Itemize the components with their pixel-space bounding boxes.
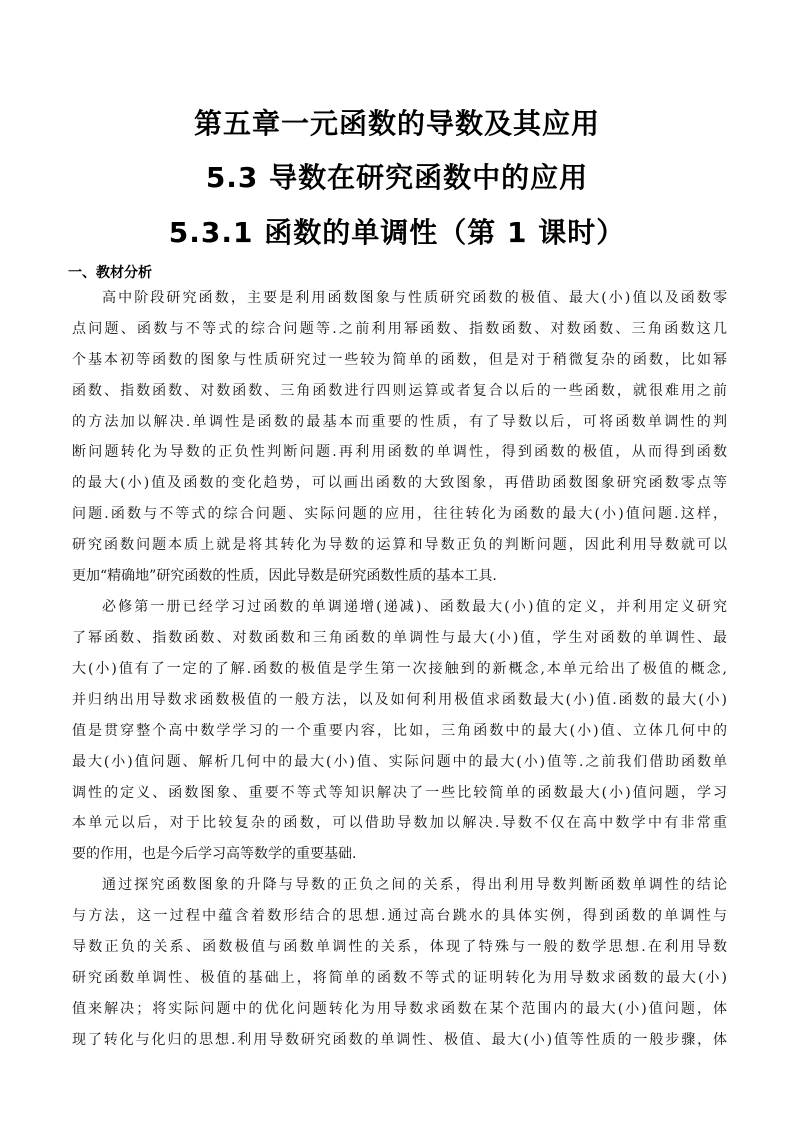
paragraph-line: 本单元以后，对于比较复杂的函数，可以借助导数加以解决.导数不仅在高中数学中有非常重 (72, 815, 727, 831)
paragraph-line: 更加“精确地”研究函数的性质，因此导数是研究函数性质的基本工具. (72, 568, 497, 584)
paragraph-line: 要的作用，也是今后学习高等数学的重要基础. (72, 846, 357, 862)
paragraph-line: 的方法加以解决.单调性是函数的最基本而重要的性质，有了导数以后，可将函数单调性的判 (72, 414, 727, 430)
paragraph-line: 研究函数问题本质上就是将其转化为导数的运算和导数正负的判断问题，因此利用导数就可以 (72, 537, 727, 553)
paragraph-line: 点问题、函数与不等式的综合问题等.之前利用幂函数、指数函数、对数函数、三角函数这几 (72, 321, 727, 337)
paragraph-line: 必修第一册已经学习过函数的单调递增(递减)、函数最大(小)值的定义，并利用定义研究 (102, 599, 727, 615)
paragraph-line: 高中阶段研究函数，主要是利用函数图象与性质研究函数的极值、最大(小)值以及函数零 (102, 290, 727, 306)
paragraph-line: 通过探究函数图象的升降与导数的正负之间的关系，得出利用导数判断函数单调性的结论 (102, 877, 727, 893)
paragraph-line: 导数正负的关系、函数极值与函数单调性的关系，体现了特殊与一般的数学思想.在利用导数 (72, 939, 727, 955)
section-heading-textbook-analysis: 一、教材分析 (68, 265, 152, 281)
paragraph-line: 值是贯穿整个高中数学学习的一个重要内容，比如，三角函数中的最大(小)值、立体几何中的 (72, 723, 727, 739)
paragraph-line: 现了转化与化归的思想.利用导数研究函数的单调性、极值、最大(小)值等性质的一般步骤，体 (72, 1032, 727, 1048)
paragraph-line: 函数、指数函数、对数函数、三角函数进行四则运算或者复合以后的一些函数，就很难用之前 (72, 383, 727, 399)
paragraph-line: 与方法，这一过程中蕴含着数形结合的思想.通过高台跳水的具体实例，得到函数的单调性与 (72, 908, 727, 924)
paragraph-line: 个基本初等函数的图象与性质研究过一些较为简单的函数，但是对于稍微复杂的函数，比如幂 (72, 352, 727, 368)
paragraph-line: 的最大(小)值及函数的变化趋势，可以画出函数的大致图象，再借助函数图象研究函数零点等 (72, 475, 727, 491)
paragraph-line: 问题.函数与不等式的综合问题、实际问题的应用，往往转化为函数的最大(小)值问题.这样， (72, 506, 727, 522)
subsection-title: 5.3.1 函数的单调性（第 1 课时） (168, 216, 626, 249)
paragraph-line: 调性的定义、函数图象、重要不等式等知识解决了一些比较简单的函数最大(小)值问题，学习 (72, 785, 727, 801)
section-title: 5.3 导数在研究函数中的应用 (205, 161, 589, 194)
paragraph-line: 值来解决；将实际问题中的优化问题转化为用导数求函数在某个范围内的最大(小)值问题，体 (72, 1001, 727, 1017)
paragraph-line: 研究函数单调性、极值的基础上，将简单的函数不等式的证明转化为用导数求函数的最大(小) (72, 970, 727, 986)
paragraph-line: 断问题转化为导数的正负性判断问题.再利用函数的单调性，得到函数的极值，从而得到函数 (72, 444, 727, 460)
chapter-title: 第五章一元函数的导数及其应用 (193, 107, 600, 140)
paragraph-line: 最大(小)值问题、解析几何中的最大(小)值、实际问题中的最大(小)值等.之前我们借助函数单 (72, 754, 727, 770)
paragraph-line: 大(小)值有了一定的了解.函数的极值是学生第一次接触到的新概念,本单元给出了极值的概念, (72, 661, 727, 677)
paragraph-line: 了幂函数、指数函数、对数函数和三角函数的单调性与最大(小)值，学生对函数的单调性、最 (72, 630, 727, 646)
paragraph-line: 并归纳出用导数求函数极值的一般方法，以及如何利用极值求函数最大(小)值.函数的最大(小) (72, 692, 727, 708)
